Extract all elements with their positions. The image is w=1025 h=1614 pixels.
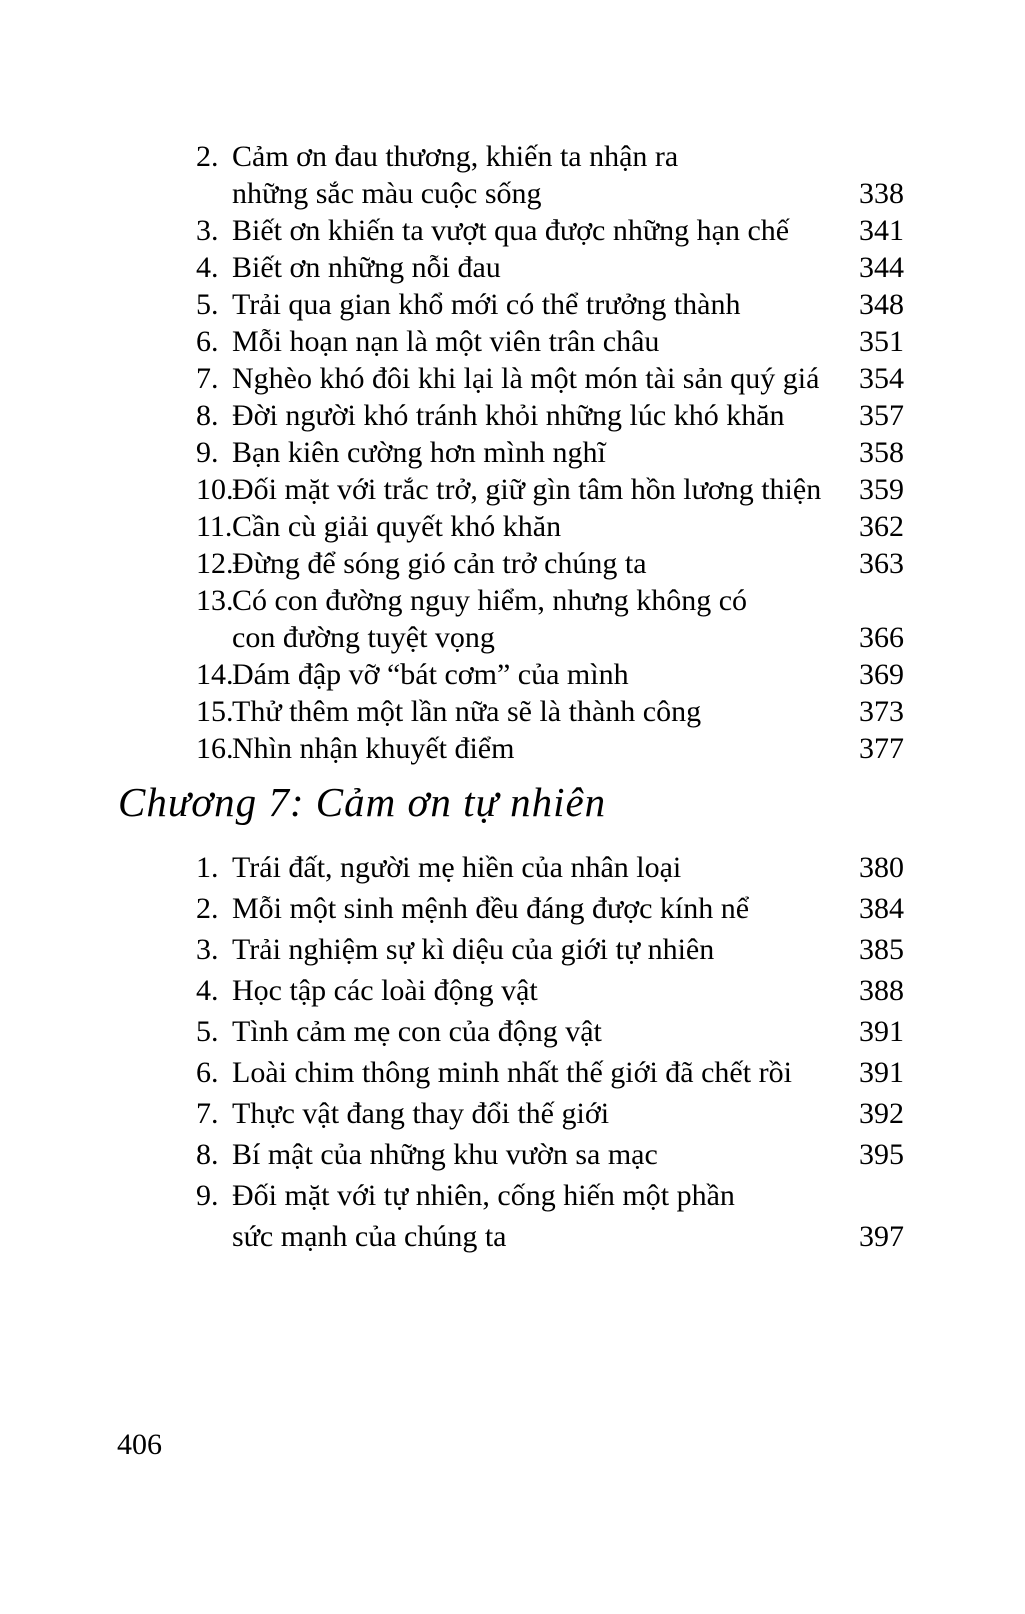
toc-section-1 <box>0 140 1025 769</box>
toc-entry <box>0 140 1025 177</box>
toc-entry <box>0 1097 1025 1138</box>
entry-page: 341 <box>859 214 904 247</box>
entry-page: 362 <box>859 510 904 543</box>
entry-title: Bí mật của những khu vườn sa mạc <box>232 1138 658 1171</box>
toc-entry <box>0 732 1025 769</box>
entry-title: Biết ơn khiến ta vượt qua được những hạn chế <box>232 214 790 247</box>
toc-entry <box>0 510 1025 547</box>
entry-title: Mỗi hoạn nạn là một viên trân châu <box>232 325 660 358</box>
toc-entry <box>0 1179 1025 1220</box>
entry-page: 380 <box>859 851 904 884</box>
entry-page: 377 <box>859 732 904 765</box>
entry-number: 6. <box>196 325 219 358</box>
entry-page: 348 <box>859 288 904 321</box>
entry-number: 5. <box>196 1015 219 1048</box>
entry-title-line2: con đường tuyệt vọng <box>232 621 495 654</box>
entry-number: 8. <box>196 1138 219 1171</box>
entry-number: 13. <box>196 584 234 617</box>
toc-entry <box>0 584 1025 621</box>
entry-page: 373 <box>859 695 904 728</box>
toc-entry-continuation <box>0 1220 1025 1261</box>
entry-number: 5. <box>196 288 219 321</box>
entry-number: 1. <box>196 851 219 884</box>
entry-page: 397 <box>859 1220 904 1253</box>
entry-number: 8. <box>196 399 219 432</box>
entry-title-line2: những sắc màu cuộc sống <box>232 177 542 210</box>
toc-entry <box>0 695 1025 732</box>
entry-page: 358 <box>859 436 904 469</box>
toc-entry <box>0 1056 1025 1097</box>
entry-title: Bạn kiên cường hơn mình nghĩ <box>232 436 606 469</box>
entry-page: 391 <box>859 1015 904 1048</box>
entry-page: 366 <box>859 621 904 654</box>
entry-title: Loài chim thông minh nhất thế giới đã chết rồi <box>232 1056 792 1089</box>
entry-number: 2. <box>196 892 219 925</box>
toc-entry <box>0 325 1025 362</box>
entry-number: 12. <box>196 547 234 580</box>
entry-title: Dám đập vỡ “bát cơm” của mình <box>232 658 629 691</box>
entry-title: Đối mặt với tự nhiên, cống hiến một phần <box>232 1179 735 1212</box>
entry-page: 359 <box>859 473 904 506</box>
entry-title: Có con đường nguy hiểm, nhưng không có <box>232 584 748 617</box>
entry-number: 7. <box>196 1097 219 1130</box>
entry-number: 4. <box>196 974 219 1007</box>
entry-title: Mỗi một sinh mệnh đều đáng được kính nể <box>232 892 750 925</box>
entry-title: Trải nghiệm sự kì diệu của giới tự nhiên <box>232 933 715 966</box>
toc-entry <box>0 436 1025 473</box>
entry-page: 385 <box>859 933 904 966</box>
toc-entry <box>0 974 1025 1015</box>
toc-entry <box>0 851 1025 892</box>
entry-number: 4. <box>196 251 219 284</box>
page-number: 406 <box>117 1428 162 1461</box>
toc-entry <box>0 473 1025 510</box>
entry-page: 391 <box>859 1056 904 1089</box>
toc-entry <box>0 658 1025 695</box>
toc-entry <box>0 362 1025 399</box>
entry-number: 6. <box>196 1056 219 1089</box>
entry-number: 7. <box>196 362 219 395</box>
entry-page: 369 <box>859 658 904 691</box>
toc-entry <box>0 933 1025 974</box>
entry-title: Nhìn nhận khuyết điểm <box>232 732 515 765</box>
entry-number: 3. <box>196 933 219 966</box>
toc-entry-continuation <box>0 177 1025 214</box>
entry-title: Đời người khó tránh khỏi những lúc khó khăn <box>232 399 785 432</box>
toc-entry <box>0 251 1025 288</box>
entry-page: 338 <box>859 177 904 210</box>
entry-page: 388 <box>859 974 904 1007</box>
entry-title: Thực vật đang thay đổi thế giới <box>232 1097 610 1130</box>
entry-title: Đối mặt với trắc trở, giữ gìn tâm hồn lương thiện <box>232 473 822 506</box>
entry-number: 10. <box>196 473 234 506</box>
entry-title: Trải qua gian khổ mới có thể trưởng thành <box>232 288 741 321</box>
entry-number: 2. <box>196 140 219 173</box>
entry-page: 354 <box>859 362 904 395</box>
entry-page: 395 <box>859 1138 904 1171</box>
entry-page: 344 <box>859 251 904 284</box>
toc-entry <box>0 1015 1025 1056</box>
entry-number: 11. <box>196 510 233 543</box>
entry-title: Đừng để sóng gió cản trở chúng ta <box>232 547 647 580</box>
entry-number: 9. <box>196 1179 219 1212</box>
entry-title: Trái đất, người mẹ hiền của nhân loại <box>232 851 682 884</box>
entry-page: 384 <box>859 892 904 925</box>
entry-page: 392 <box>859 1097 904 1130</box>
entry-number: 14. <box>196 658 234 691</box>
entry-title: Biết ơn những nỗi đau <box>232 251 501 284</box>
toc-section-2 <box>0 851 1025 1261</box>
entry-title: Nghèo khó đôi khi lại là một món tài sản quý giá <box>232 362 820 395</box>
toc-entry-continuation <box>0 621 1025 658</box>
entry-number: 9. <box>196 436 219 469</box>
entry-number: 16. <box>196 732 234 765</box>
toc-entry <box>0 892 1025 933</box>
entry-page: 351 <box>859 325 904 358</box>
entry-title: Học tập các loài động vật <box>232 974 538 1007</box>
toc-entry <box>0 399 1025 436</box>
entry-number: 3. <box>196 214 219 247</box>
entry-title: Tình cảm mẹ con của động vật <box>232 1015 602 1048</box>
entry-page: 363 <box>859 547 904 580</box>
entry-title: Cảm ơn đau thương, khiến ta nhận ra <box>232 140 679 173</box>
entry-title: Thử thêm một lần nữa sẽ là thành công <box>232 695 702 728</box>
toc-entry <box>0 214 1025 251</box>
entry-title-line2: sức mạnh của chúng ta <box>232 1220 507 1253</box>
entry-title: Cần cù giải quyết khó khăn <box>232 510 562 543</box>
entry-number: 15. <box>196 695 234 728</box>
toc-entry <box>0 1138 1025 1179</box>
toc-entry <box>0 547 1025 584</box>
toc-entry <box>0 288 1025 325</box>
chapter-heading: Chương 7: Cảm ơn tự nhiên <box>118 779 607 825</box>
entry-page: 357 <box>859 399 904 432</box>
